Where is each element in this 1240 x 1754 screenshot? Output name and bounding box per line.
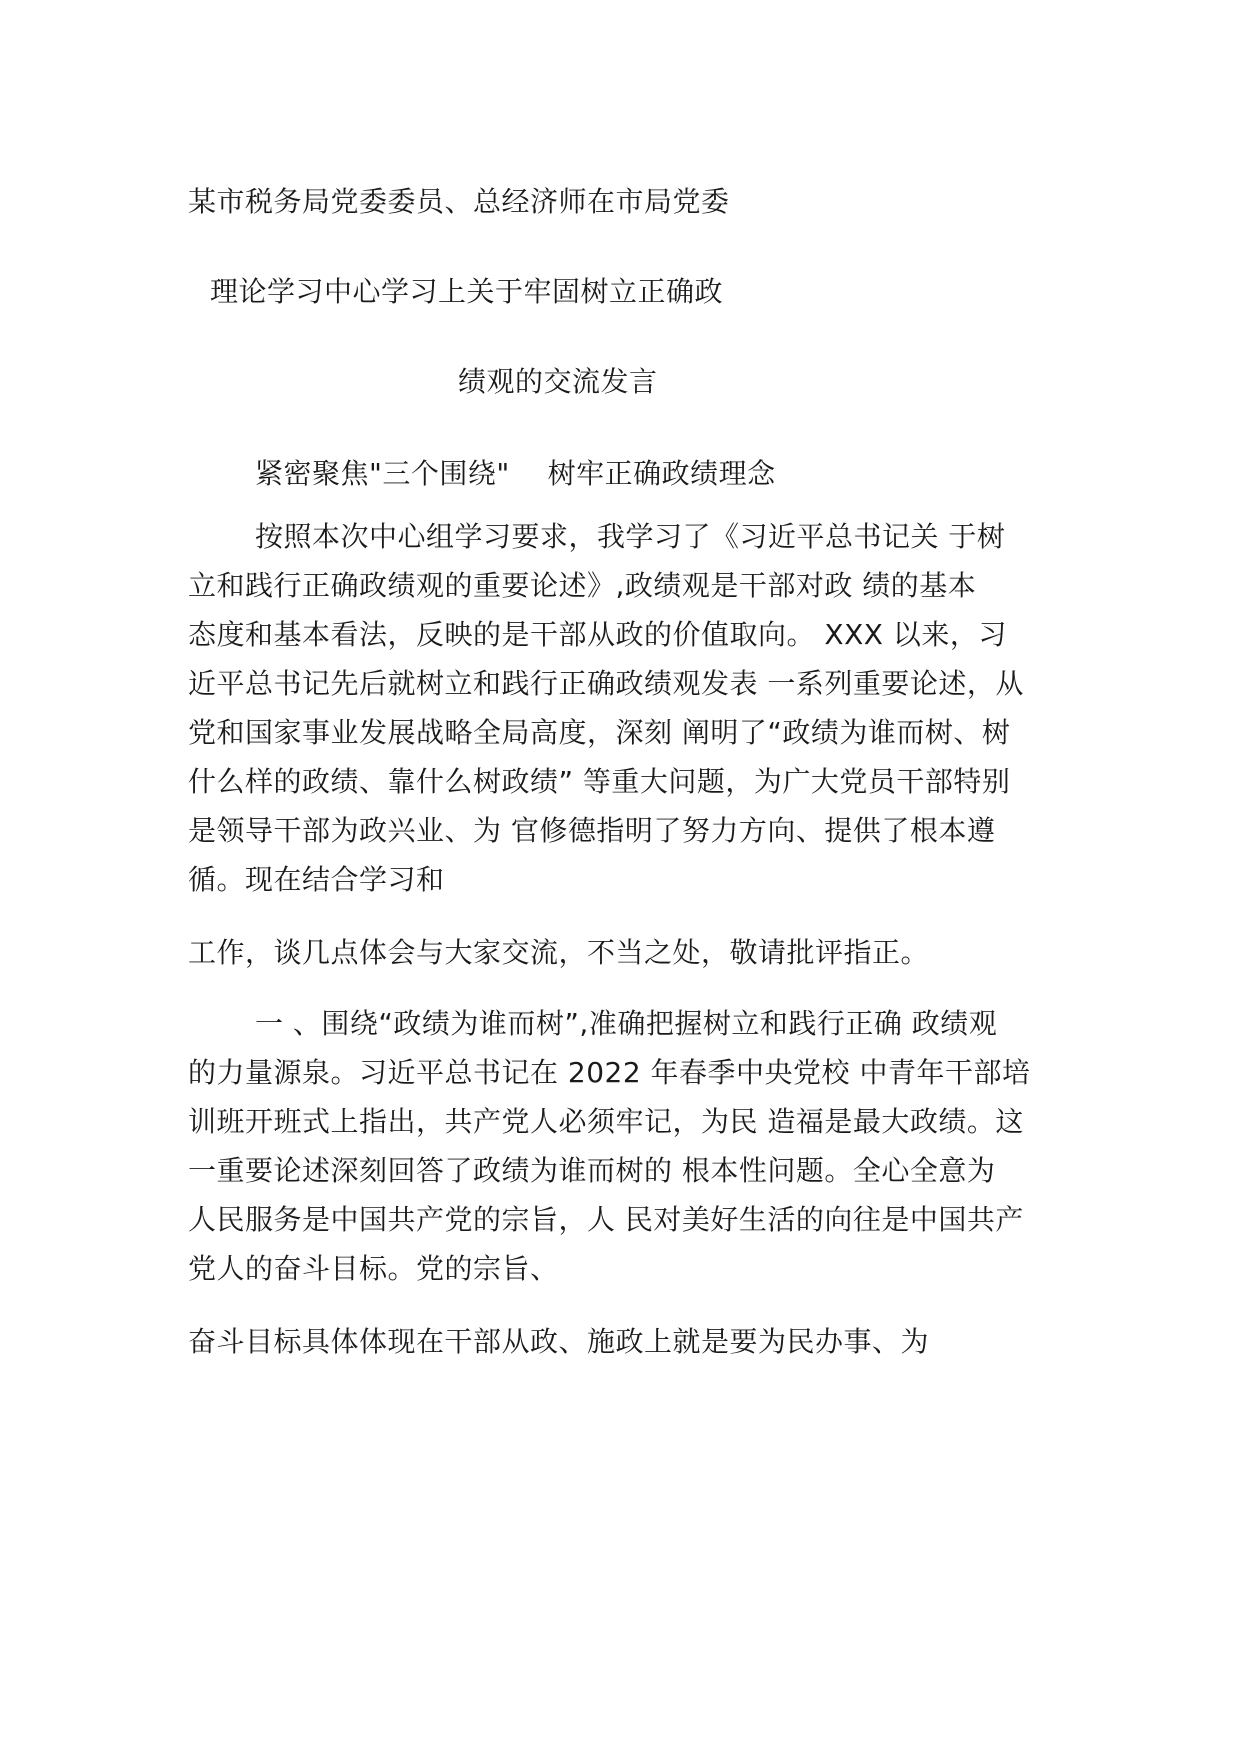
paragraph2-line-3: 训班开班式上指出，共产党人必须牢记，为民 造福是最大政绩。这 — [188, 1105, 1024, 1138]
paragraph1-line-2: 立和践行正确政绩观的重要论述》,政绩观是干部对政 绩的基本 — [188, 569, 977, 602]
paragraph2-line-1: 一 、围绕“政绩为谁而树”,准确把握树立和践行正确 政绩观 — [255, 1007, 998, 1040]
title-line-3: 绩观的交流发言 — [458, 365, 658, 398]
paragraph1-line-3: 态度和基本看法，反映的是干部从政的价值取向。 XXX 以来，习 — [188, 618, 1007, 651]
paragraph2-line-5: 人民服务是中国共产党的宗旨，人 民对美好生活的向往是中国共产 — [188, 1203, 1024, 1236]
paragraph1-continuation: 工作，谈几点体会与大家交流，不当之处，敬请批评指正。 — [188, 936, 930, 969]
paragraph1-line-1: 按照本次中心组学习要求，我学习了《习近平总书记关 于树 — [255, 520, 1006, 553]
paragraph1-line-8: 循。现在结合学习和 — [188, 863, 445, 896]
paragraph1-line-6: 什么样的政绩、靠什么树政绩” 等重大问题，为广大党员干部特别 — [188, 765, 1011, 798]
paragraph2-continuation: 奋斗目标具体体现在干部从政、施政上就是要为民办事、为 — [188, 1325, 930, 1358]
paragraph1-line-5: 党和国家事业发展战略全局高度，深刻 阐明了“政绩为谁而树、树 — [188, 716, 1011, 749]
title-line-1: 某市税务局党委委员、总经济师在市局党委 — [188, 185, 730, 218]
paragraph1-line-7: 是领导干部为政兴业、为 官修德指明了努力方向、提供了根本遵 — [188, 814, 996, 847]
title-line-2: 理论学习中心学习上关于牢固树立正确政 — [210, 275, 724, 308]
paragraph2-line-6: 党人的奋斗目标。党的宗旨、 — [188, 1252, 559, 1285]
paragraph1-line-4: 近平总书记先后就树立和践行正确政绩观发表 一系列重要论述，从 — [188, 667, 1024, 700]
paragraph2-line-4: 一重要论述深刻回答了政绩为谁而树的 根本性问题。全心全意为 — [188, 1154, 996, 1187]
paragraph2-line-2: 的力量源泉。习近平总书记在 2022 年春季中央党校 中青年干部培 — [188, 1056, 1031, 1089]
subtitle: 紧密聚焦"三个围绕" 树牢正确政绩理念 — [255, 457, 776, 490]
